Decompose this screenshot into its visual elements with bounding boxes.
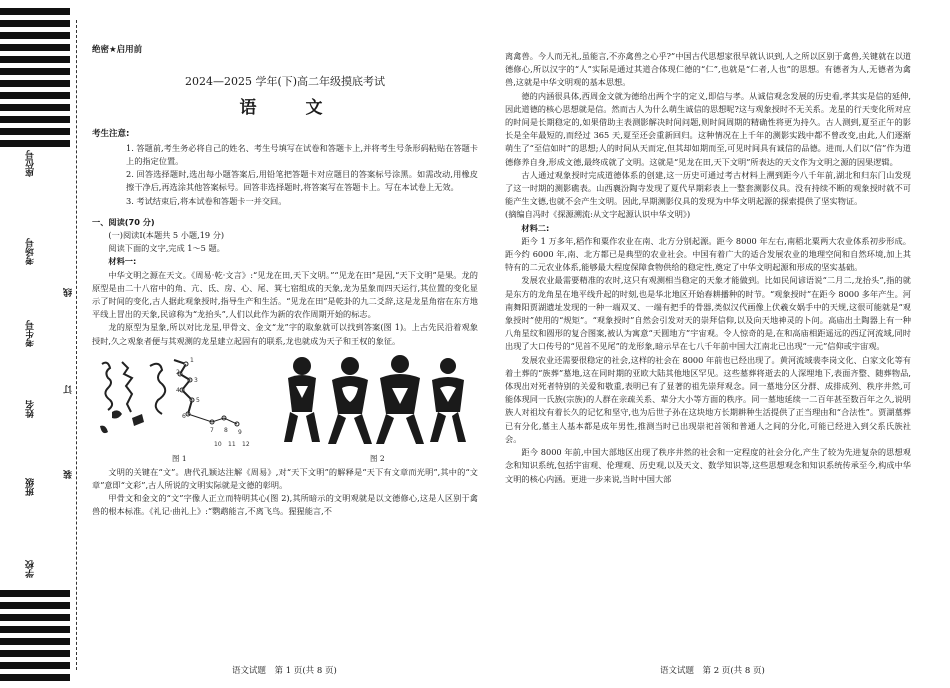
binding-stripe (0, 80, 70, 87)
binding-stripe (0, 104, 70, 111)
binding-stripe (0, 638, 70, 645)
paragraph: 文明的关键在“文”。唐代孔颖达注解《周易》,对“天下文明”的解释是“天下有文章而光明”,其中的“文章”意即“文彩”,古人所说的文明实际就是文德的彰明。 (92, 466, 478, 491)
binding-stripe (0, 662, 70, 669)
figure-2-caption: 图 2 (370, 453, 385, 463)
figure-1-star-number: 6 (182, 412, 186, 420)
school-field: 学校 (26, 560, 36, 578)
paragraph: 发展农业最需要精准的农时,这只有观测相当稳定的天象才能做到。比如民间谚语说“二月二,龙抬头”,指的就是东方的龙角星在地平线升起的时刻,也是华北地区开始春耕播种的时节。“观象授时”在距今 8000 多年产生。河南舞阳贾湖遗址发现的一种一端双叉、一端有把手的骨器,类似汉代画像上伏羲女娲手中的天规,这很可能就是“观象授时”使用的“规矩”。“观象授时”自然会引发对天的崇拜信仰,以及向天地神灵的卜问。高庙出土陶器上有一种八角星纹和圆形的复合图案,被认为寓意“天圆地方”宇宙观。令人惊奇的是,在和高庙相距遥远的西辽河流域,同时出现了大口传号的“见首不见尾”的龙形象,暗示早在七八千年前中国大江南北已出现“一元”信仰或宇宙观。 (505, 275, 911, 352)
name-field: 姓名 (26, 400, 36, 418)
binding-stripe (0, 92, 70, 99)
binding-stripe (0, 68, 70, 75)
page-1-footer: 语文试题 第 1 页(共 8 页) (232, 666, 337, 676)
seat-number-field: 座位号 (26, 150, 36, 177)
binding-stripe (0, 32, 70, 39)
paragraph: 距今 8000 年前,中国大部地区出现了秩序井然的社会和一定程度的社会分化,产生了较为先进复杂的思想观念和知识系统,包括宇宙观、伦理观、历史观,以及天文、数学知识等,这些思想观念和知识系统传承至今,构成中华文明的核心内涵。更进一步来说,当时中国大部 (505, 447, 911, 484)
exam-room-field: 考场号 (26, 238, 36, 265)
candidate-number-field: 考生号 (26, 320, 36, 347)
figure-1-star-number: 8 (224, 426, 228, 434)
binding-stripe (0, 140, 70, 147)
notice-item: 2. 回答选择题时,选出每小题答案后,用铅笔把答题卡对应题目的答案标号涂黑。如需改动,用橡皮擦干净后,再选涂其他答案标号。回答非选择题时,将答案写在答题卡上。写在本试卷上无效。 (126, 169, 478, 193)
binding-stripe (0, 116, 70, 123)
class-field: 班级 (26, 478, 36, 496)
paragraph: 距今 1 万多年,稻作和粟作农业在南、北方分别起源。距今 8000 年左右,南稻北粟两大农业体系初步形成。距今约 6000 年,南、北方都已是典型的农业社会。中国有着广大的适合发展农业的地理空间和自然环境,加上其特有的二元农业体系,能够最大程度保障食物供给的稳定性,奠定了中华文明起源和形成的坚实基础。 (505, 235, 911, 273)
binding-stripe (0, 650, 70, 657)
binding-mark-bind: 装 (64, 470, 74, 479)
paragraph: 德的内涵很具体,西周金文就为德给出两个字的定义,即信与孝。从诚信观念发展的历史看,孝其实是信的延伸,因此道德的核心思想就是信。然而古人为什么萌生诚信的思想呢?这与观象授时不无关系。龙星的行天变化所对应的时间是长期稳定的,如果借助主表测影解决时间问题,则时间周期的精确性将更为持久。古人测到,夏至正午的影长是全年最短的,而经过 365 天,夏至还会重新回归。这种情况在上千年的测影实践中都不曾改变,由此,人们逐渐萌生了“至信如时”的思想;人的时间从天而定,但其却如期而至,可见时间具有诚信的品德。进而,人们以“信”作为道德修养自身,形成文德,最终成就了文明。这就是“见龙在田,天下文明”所表达的天文作为文明之源的因果逻辑。 (505, 90, 911, 167)
binding-stripe (0, 8, 70, 15)
binding-mark-line: 线 (64, 288, 74, 297)
binding-stripe (0, 44, 70, 51)
instruction: 阅读下面的文字,完成 1～5 题。 (108, 243, 225, 254)
figure-1-star-number: 11 (228, 440, 236, 448)
figure-1-star-number: 2 (176, 368, 180, 376)
exam-title: 2024—2025 学年(下)高二年级摸底考试 (184, 75, 386, 89)
material-2-heading: 材料二: (521, 222, 550, 233)
binding-line (76, 20, 77, 670)
figure-1-star-number: 5 (196, 396, 200, 404)
paragraph: 龙的原型为星象,所以对比龙星,甲骨文、金文“龙”字的取象就可以找到答案(图 1)。上古先民沿着观象授时,久之观象者便与其观测的龙星建立起固有的联系,龙也就成为天子和王权的象征。 (92, 322, 478, 346)
notice-item: 1. 答题前,考生务必将自己的姓名、考生号填写在试卷和答题卡上,并将考生号条形码粘贴在答题卡上的指定位置。 (126, 142, 478, 167)
subsection-heading: (一)阅读Ⅰ(本题共 5 小题,19 分) (108, 230, 225, 241)
figure-1-dragon-glyphs (92, 352, 267, 452)
page-1 (92, 44, 478, 519)
paragraph: 发展农业还需要很稳定的社会,这样的社会在 8000 年前也已经出现了。黄河流域裴李岗文化、白家文化等有着土葬的“族葬”墓地,这在同时期的亚欧大陆其他地区罕见。这些墓葬将逝去的人深埋地下,表面齐整、随葬物品,体现出对死者特别的关爱和敬重,表明已有了显著的祖先崇拜观念。同一墓地分区分群、成排成列、秩序井然,可能体现同一氏族(宗族)的人群在亲疏关系、辈分大小等方面的秩序。同一墓地延续一二百年甚至数百年之久,说明族人对祖坟有着长久的记忆和坚守,也为后世子孙在这块地方长期耕种生活提供了正当理由和“合法性”。贾湖墓葬已有分化,墓主人基本都是成年男性,推测当时已出现崇祀首领和普通人之间的分化,可能已经进入到父系氏族社会。 (505, 354, 911, 444)
paragraph: 甲骨文和金文的“文”字像人正立而特明其心(图 2),其所暗示的文明观就是以文德修心,这是人区别于禽兽的根本标准。《礼记·曲礼上》:“鹦鹉能言,不离飞鸟。猩猩能言,不 (92, 493, 478, 517)
secret-label: 绝密★启用前 (92, 45, 143, 55)
figure-1-star-number: 7 (210, 426, 214, 434)
paragraph: 中华文明之源在天文。《周易·乾·文言》:“见龙在田,天下文明。”“见龙在田”是因,“天下文明”是果。龙的原型是由二十八宿中的角、亢、氐、房、心、尾、箕七宿组成的天象,龙为星象而四天运行,其位置的变化显示了时间的变化,古人据此观象授时,指导生产和生活。“见龙在田”是乾卦的九二爻辞,这是龙星角宿在东方地平线上冒出的天象,民谚称为“龙抬头”,人们以此作为新的农作周期开始的标志。 (92, 269, 478, 320)
subject-title: 语 文 (239, 98, 339, 119)
binding-stripe (0, 602, 70, 609)
figure-1-star-number: 1 (190, 356, 194, 364)
section-heading: 一、阅读(70 分) (92, 216, 155, 227)
figure-2-wen-glyphs (280, 352, 470, 452)
material-1-heading: 材料一: (108, 256, 137, 267)
binding-stripe (0, 128, 70, 135)
binding-stripe (0, 674, 70, 681)
paragraph: 古人通过观象授时完成道德体系的创建,这一历史可通过考古材料上溯到距今八千年前,湖北和归东门山发现了这一时期的测影礁表。山西襄汾陶寺发现了夏代早期彩表上一整套测影仪具。没有持续不断的观象授时就不可能产生文德,也就不会产生文明。因此,早期测影仪具的发现为中华文明起源的探索提供了坚实物证。 (505, 169, 911, 207)
binding-stripe (0, 614, 70, 621)
figure-1-star-number: 3 (194, 376, 198, 384)
notice-heading: 考生注意: (92, 128, 130, 139)
figure-1-star-number: 12 (242, 440, 250, 448)
binding-stripe (0, 626, 70, 633)
binding-stripe (0, 590, 70, 597)
binding-stripe (0, 56, 70, 63)
source-citation: (摘编自冯时《探源溯流:从文字起源认识中华文明》) (505, 209, 691, 220)
figures (92, 352, 478, 464)
figure-1-star-number: 4 (176, 386, 180, 394)
notice-item: 3. 考试结束后,将本试卷和答题卡一并交回。 (126, 195, 287, 206)
binding-mark-staple: 订 (64, 385, 74, 394)
paragraph: 离禽兽。今人而无礼,虽能言,不亦禽兽之心乎?”中国古代思想家很早就认识到,人之所以区别于禽兽,关键就在以道德修心,所以汉字的“人”实际是通过其道合体现仁德的“仁”,也就是“仁者,人也”的思想。有德者为人,无德者为禽兽,这就是中华文明观的基本思想。 (505, 51, 911, 88)
page-2 (505, 50, 911, 486)
figure-1-star-number: 9 (238, 428, 242, 436)
figure-1-star-number: 10 (214, 440, 222, 448)
figure-1-caption: 图 1 (172, 453, 187, 463)
binding-stripe (0, 20, 70, 27)
page-2-footer: 语文试题 第 2 页(共 8 页) (660, 666, 765, 676)
